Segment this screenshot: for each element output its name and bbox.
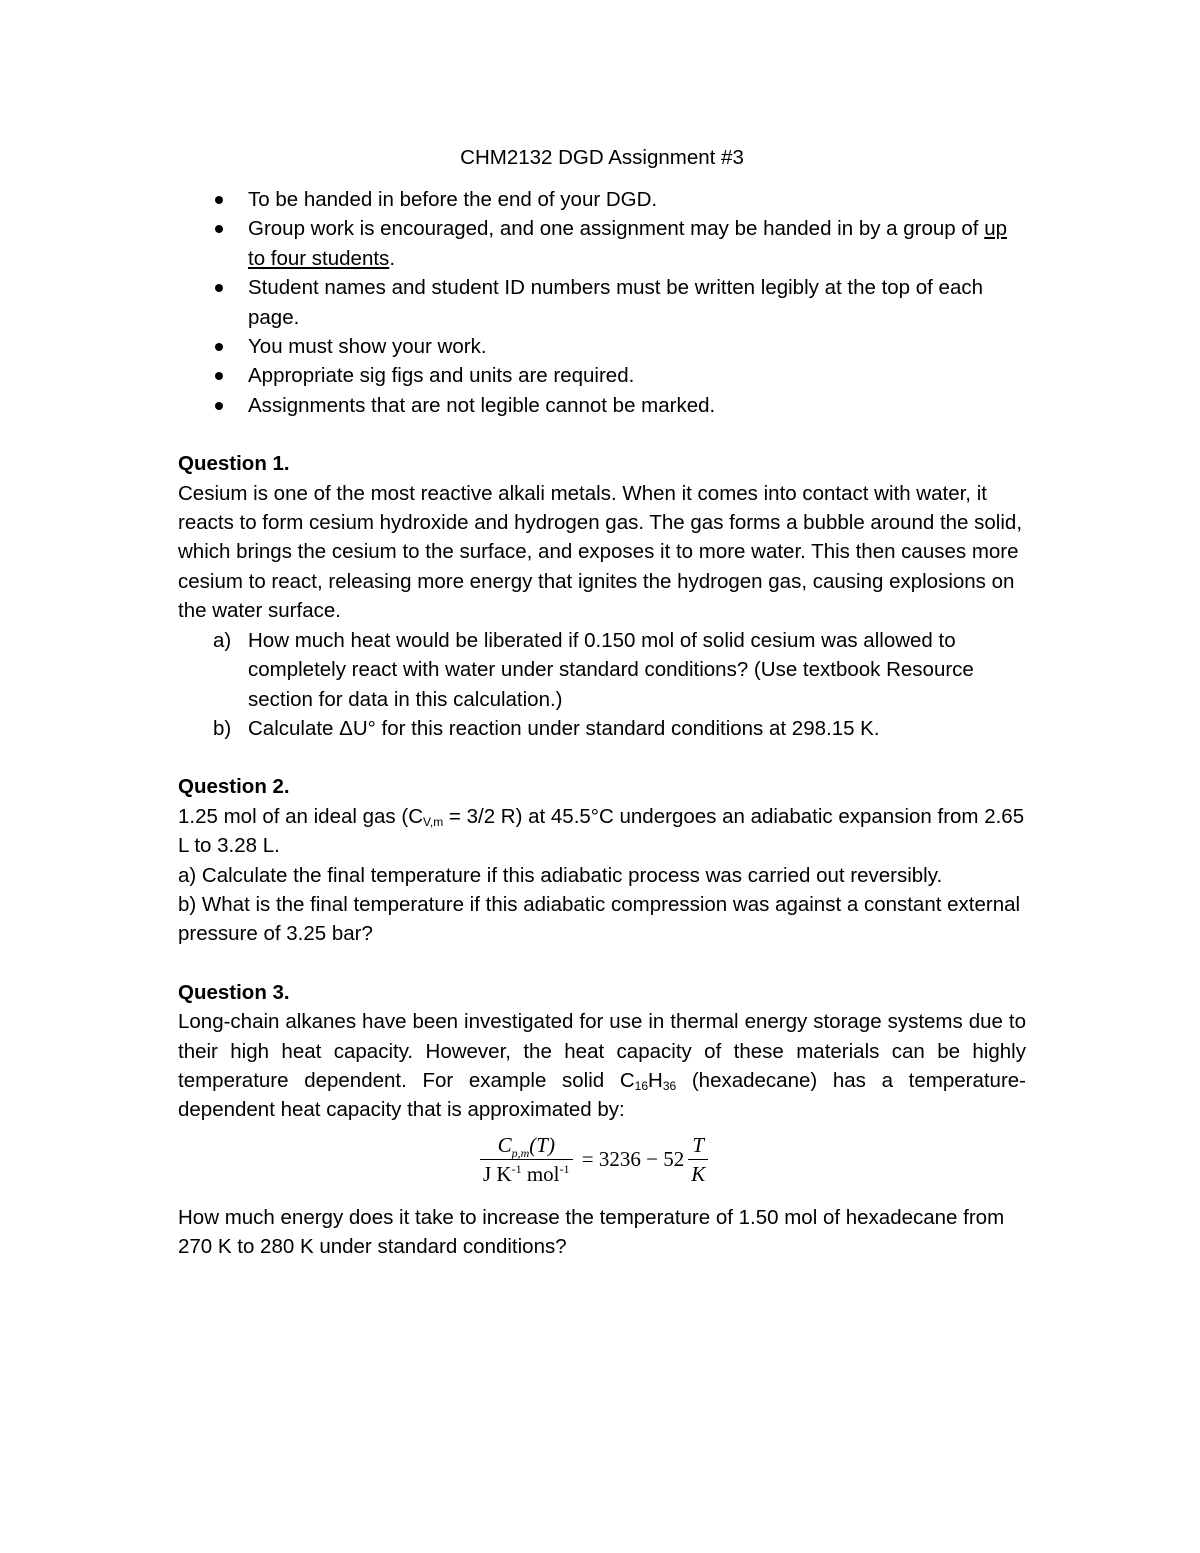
bullet-icon [215,372,223,380]
question-3-heading: Question 3. [178,980,290,1004]
list-item: You must show your work. [178,332,1026,361]
question-3-question: How much energy does it take to increase the temperature of 1.50 mol of hexadecane from 270 K to 280 K under standard conditions? [178,1205,1005,1259]
question-2-body: 1.25 mol of an ideal gas ($C_{V,m} = 3/2$ R) at 45.5°C undergoes an adiabatic expansion from 2.65 L to 3.28 L. [178,804,1025,858]
bullet-icon [215,343,223,351]
page-title: CHM2132 DGD Assignment #3 [460,146,744,169]
question-1-parts [178,626,1026,744]
question-1-part-b: b) Calculate ΔU° for this reaction under standard conditions at 298.15 K. [178,714,1026,743]
part-marker: a) [213,628,232,652]
bullet-icon [215,284,223,292]
part-marker: b) [213,716,232,740]
bullet-icon [215,225,223,233]
equation-rhs-fraction: $\frac{T}{K}$ [688,1133,708,1186]
list-item: To be handed in before the end of your DGD. [178,185,1026,214]
rules-list [178,185,1026,420]
question-1-heading: Question 1. [178,452,290,476]
document-content [178,143,1026,1262]
question-2-heading: Question 2. [178,775,290,799]
question-3-body: Long-chain alkanes have been investigated for use in thermal energy storage systems due to their high heat capacity. However, the heat capacity of these materials can be highly temperature dependent. For example solid $C_{16}H_{36}$ (hexadecane) has a temperature-dependent heat capacity that is approximated by: [178,1010,1027,1122]
list-item: Student names and student ID numbers must be written legibly at the top of each page. [178,273,1026,332]
equation-rhs: = 3236 − 52 [581,1146,685,1171]
list-item: Appropriate sig figs and units are required. [178,361,1026,390]
equation [480,1133,708,1186]
question-2-part-b: b) What is the final temperature if this adiabatic compression was against a constant external pressure of 3.25 bar? [178,892,1021,946]
bullet-icon [215,196,223,204]
question-2-part-a: a) Calculate the final temperature if this adiabatic process was carried out reversibly. [178,863,943,887]
equation-numerator: $C_{p,m}(T)$ [480,1133,573,1160]
question-1-part-a: a) How much heat would be liberated if 0.150 mol of solid cesium was allowed to completely react with water under standard conditions? (Use textbook Resource section for data in this calculation.) [178,626,1026,714]
list-item: Assignments that are not legible cannot be marked. [178,391,1026,420]
underlined-text: up to four students [248,217,1008,270]
bullet-icon [215,402,223,410]
equation-lhs-fraction [480,1133,573,1186]
question-1-body: Cesium is one of the most reactive alkali metals. When it comes into contact with water, it reacts to form cesium hydroxide and hydrogen gas. The gas forms a bubble around the solid, which brings the cesium to the surface, and exposes it to more water. This then causes more cesium to react, releasing more energy that ignites the hydrogen gas, causing explosions on the water surface. [178,481,1023,623]
equation-denominator: J $K^{-1}$ mol$^{-1}$ [483,1161,570,1186]
heat-capacity-equation [178,1125,1026,1203]
list-item: Group work is encouraged, and one assignment may be handed in by a group of up to four students. [178,214,1026,273]
